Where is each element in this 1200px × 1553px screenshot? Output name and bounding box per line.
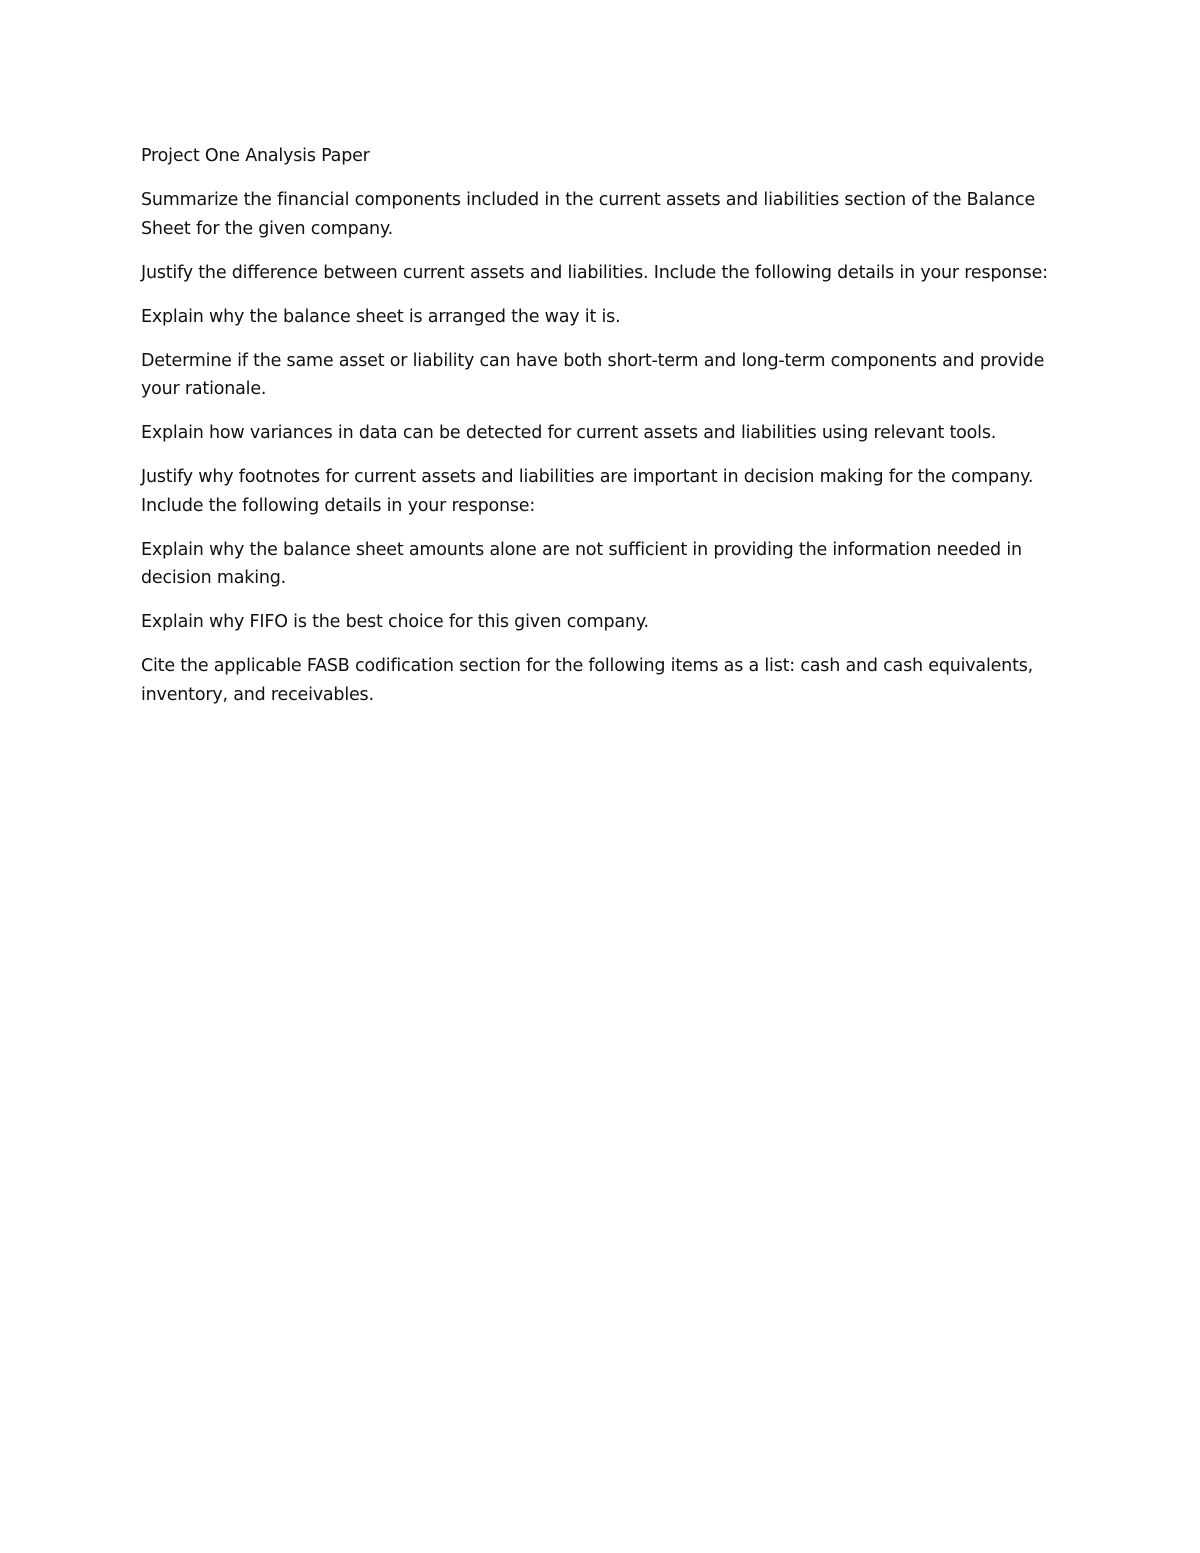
paragraph-explain-fifo: Explain why FIFO is the best choice for this given company.: [141, 612, 649, 632]
document-body: [141, 142, 1071, 725]
paragraph-summarize: Summarize the financial components included in the current assets and liabilities section of the Balance Sheet for the given company.: [141, 190, 1036, 239]
document-title: Project One Analysis Paper: [141, 146, 370, 166]
paragraph-explain-arrangement: Explain why the balance sheet is arranged the way it is.: [141, 306, 621, 327]
paragraph-determine-components: Determine if the same asset or liability can have both short-term and long-term components and provide your rationale.: [141, 350, 1045, 399]
paragraph-justify-footnotes: Justify why footnotes for current assets and liabilities are important in decision making for the company. Include the following details in your response:: [141, 467, 1034, 516]
paragraph-justify-difference: Justify the difference between current assets and liabilities. Include the following details in your response:: [141, 262, 1048, 283]
paragraph-explain-variances: Explain how variances in data can be detected for current assets and liabilities using relevant tools.: [141, 423, 997, 443]
paragraph-explain-amounts: Explain why the balance sheet amounts alone are not sufficient in providing the information needed in decision making.: [141, 539, 1022, 588]
paragraph-cite-fasb: Cite the applicable FASB codification section for the following items as a list: cash and cash equivalents, inventory, and receivables.: [141, 656, 1034, 705]
